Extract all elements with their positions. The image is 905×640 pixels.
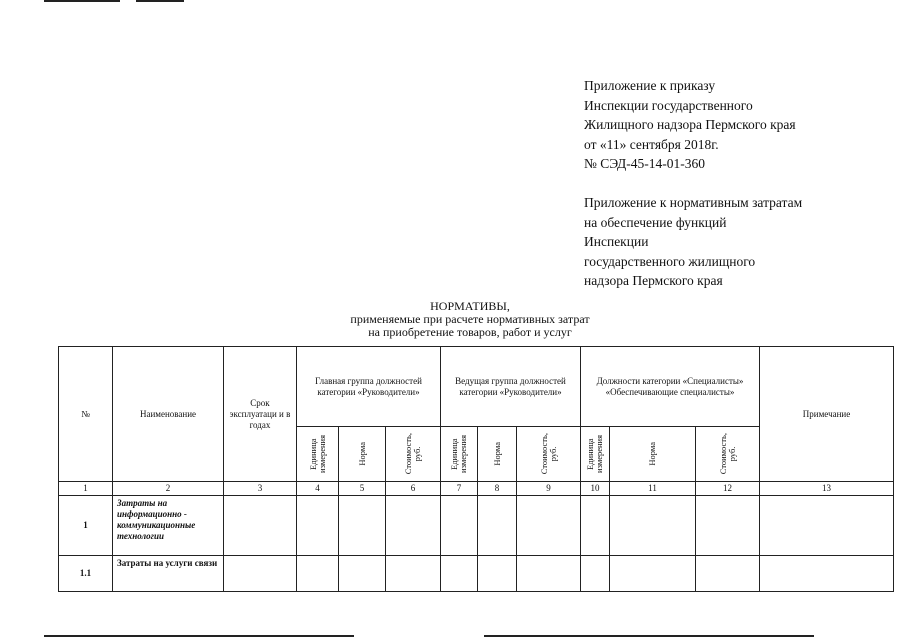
header-group-leading: Ведущая группа должностей категории «Руководители» [441, 347, 581, 427]
table-cell [610, 556, 696, 592]
norm-label: Норма [356, 442, 367, 466]
norm-label: Норма [491, 442, 502, 466]
table-cell [441, 496, 478, 556]
header-note: Примечание [760, 347, 894, 482]
norm-label: Норма [647, 442, 657, 466]
column-number: 5 [339, 482, 386, 496]
table-cell [478, 556, 517, 592]
header-group-heads: Главная группа должностей категории «Руководители» [297, 347, 441, 427]
appendix-line: государственного жилищного [584, 253, 756, 269]
table-cell [696, 556, 760, 592]
document-title [270, 300, 670, 339]
table-cell [441, 556, 478, 592]
table-cell [696, 496, 760, 556]
table-cell [386, 556, 441, 592]
subheader-unit [297, 427, 339, 482]
column-number: 12 [696, 482, 760, 496]
table-cell [610, 496, 696, 556]
column-number: 10 [581, 482, 610, 496]
unit-label: Единица измерения [449, 435, 468, 473]
subheader-unit [441, 427, 478, 482]
unit-label: Единица измерения [585, 435, 604, 473]
subheader-cost [696, 427, 760, 482]
subheader-unit [581, 427, 610, 482]
order-attachment-block [584, 76, 884, 174]
table-cell [297, 556, 339, 592]
column-number: 7 [441, 482, 478, 496]
subheader-norm [610, 427, 696, 482]
column-number: 2 [113, 482, 224, 496]
scan-line-bottom-left [44, 635, 354, 637]
table-cell [297, 496, 339, 556]
table-cell [224, 496, 297, 556]
header-name: Наименование [113, 347, 224, 482]
column-number: 9 [517, 482, 581, 496]
table-cell [224, 556, 297, 592]
column-number: 1 [59, 482, 113, 496]
column-number: 6 [386, 482, 441, 496]
table-cell [478, 496, 517, 556]
scan-line-top-mid [136, 0, 184, 2]
subheader-norm [478, 427, 517, 482]
table-row [59, 496, 894, 556]
scan-line-bottom-right [484, 635, 814, 637]
row-number: 1.1 [59, 556, 113, 592]
table-cell [339, 496, 386, 556]
column-number: 11 [610, 482, 696, 496]
title-line-2: применяемые при расчете нормативных затрат [350, 312, 590, 326]
table-cell [339, 556, 386, 592]
order-line: Приложение к приказу [584, 78, 716, 93]
column-number: 4 [297, 482, 339, 496]
appendix-line: Инспекции [584, 234, 649, 249]
subheader-cost [386, 427, 441, 482]
cost-label: Стоимость, руб. [717, 433, 737, 475]
scan-line-top-left [44, 0, 120, 2]
order-line: Жилищного надзора Пермского края [584, 117, 796, 132]
table-cell [581, 496, 610, 556]
appendix-line: на обеспечение функций [584, 214, 727, 230]
norms-table [58, 346, 894, 592]
header-service-term: Срок эксплуатаци и в годах [224, 347, 297, 482]
table-cell [760, 556, 894, 592]
appendix-line: надзора Пермского края [584, 273, 723, 288]
subheader-norm [339, 427, 386, 482]
column-numbers-row [59, 482, 894, 496]
column-number: 3 [224, 482, 297, 496]
row-name: Затраты на информационно - коммуникационные технологии [113, 496, 224, 556]
row-name: Затраты на услуги связи [113, 556, 224, 592]
header-group-specialists: Должности категории «Специалисты» «Обеспечивающие специалисты» [581, 347, 760, 427]
column-number: 8 [478, 482, 517, 496]
subheader-cost [517, 427, 581, 482]
row-number: 1 [59, 496, 113, 556]
table-cell [760, 496, 894, 556]
table-cell [517, 556, 581, 592]
order-line: Инспекции государственного [584, 97, 753, 113]
cost-label: Стоимость, руб. [538, 433, 558, 475]
norms-appendix-block [584, 193, 884, 291]
table-cell [517, 496, 581, 556]
order-line: № СЭД-45-14-01-360 [584, 156, 705, 171]
header-number: № [59, 347, 113, 482]
table-row [59, 556, 894, 592]
table-cell [581, 556, 610, 592]
column-number: 13 [760, 482, 894, 496]
cost-label: Стоимость, руб. [403, 433, 422, 475]
title-line-3: на приобретение товаров, работ и услуг [368, 325, 572, 339]
order-line: от «11» сентября 2018г. [584, 136, 719, 152]
table-cell [386, 496, 441, 556]
title-line-1: НОРМАТИВЫ, [430, 299, 510, 313]
appendix-line: Приложение к нормативным затратам [584, 195, 803, 210]
unit-label: Единица измерения [307, 435, 327, 473]
